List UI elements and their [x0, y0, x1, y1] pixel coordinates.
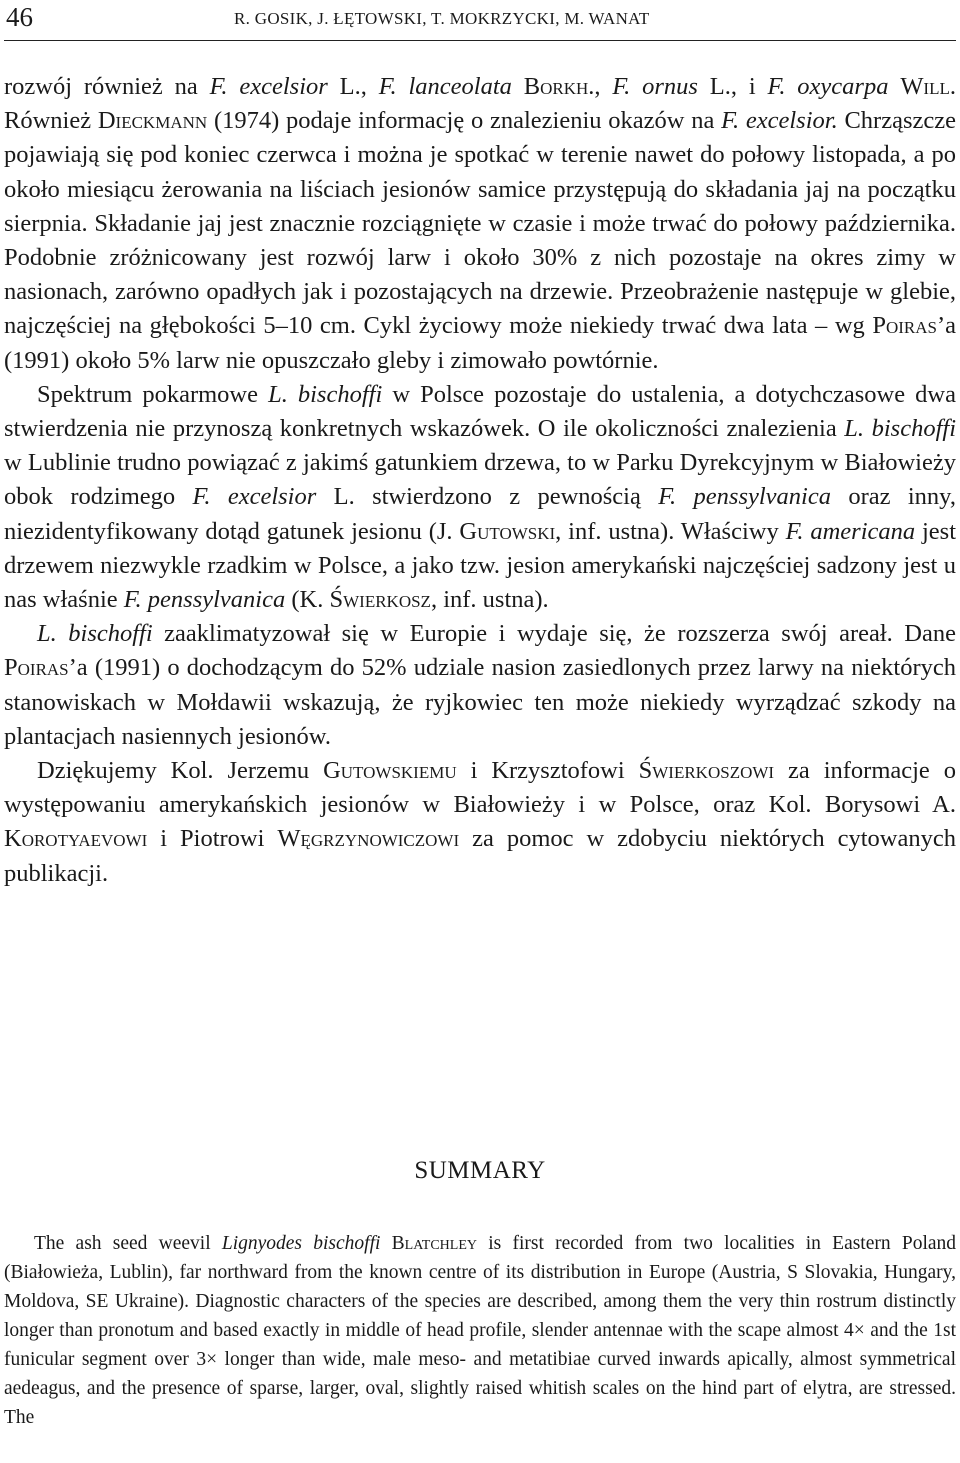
text-run: Chrząszcze pojawiają się pod koniec czerwca i można je spotkać w terenie nawet do połowy listopada, a po około miesiącu żerowania na liściach jesionów samice przystępują do składania jaj na początku sierpnia. Składanie jaj jest znacznie rozciągnięte w czasie i może trwać do połowy października. Podobnie zróżnicowany jest rozwój larw i około 30% z nich pozostaje na okres zimy w nasionach, zarówno opadłych jak i pozostających na drzewie. Przeobrażenie następuje w glebie, najczęściej na głębokości 5–10 cm. Cykl życiowy może niekiedy trwać dwa lata – wg	[4, 107, 957, 340]
text-run: jest drzewem niezwykle rzadkim w Polsce, a jako tzw. jesion amerykański najczęściej sadzony jest u nas właśnie	[4, 517, 957, 614]
text-run: (K.	[285, 586, 330, 614]
text-run: i Piotrowi	[147, 825, 278, 853]
acknowledgements	[4, 754, 956, 891]
text-run: L., i	[697, 73, 768, 100]
text-run: Dziękujemy Kol. Jerzemu	[37, 757, 324, 785]
page-number: 46	[6, 2, 33, 32]
text-run	[380, 1233, 391, 1254]
species-name: L. bischoffi	[844, 415, 957, 443]
summary-heading: SUMMARY	[414, 1157, 546, 1184]
text-run: The ash seed weevil	[34, 1233, 222, 1254]
text-run: rozwój również na	[4, 73, 210, 100]
author-name: Poiras	[872, 312, 937, 340]
species-name: F. oxycarpa	[767, 73, 889, 100]
person-name: Węgrzynowiczowi	[277, 825, 460, 853]
running-head: R. GOSIK, J. ŁĘTOWSKI, T. MOKRZYCKI, M. WANAT	[234, 9, 650, 28]
author-name: Poiras	[4, 654, 69, 682]
species-name: F. penssylvanica	[123, 586, 286, 614]
text-run: L.,	[327, 73, 379, 100]
text-run: oraz inny, niezidentyfikowany dotąd gatunek jesionu (J.	[4, 483, 956, 545]
text-run: ’a (1991) około 5% larw nie opuszczało gleby i zimowało powtórnie.	[4, 312, 956, 374]
author-name: Dieckmann	[97, 107, 208, 135]
species-name: F. excelsior	[209, 73, 328, 100]
text-run: , inf. ustna). Właściwy	[555, 517, 786, 545]
text-run: w Lublinie trudno powiązać z jakimś gatunkiem drzewa, to w Parku Dyrekcyjnym w Białowieży obok rodzimego	[4, 449, 956, 511]
person-name: Gutowskiemu	[323, 757, 457, 785]
species-name: L. bischoffi	[37, 620, 153, 648]
text-run: (1974) podaje informację o znalezieniu okazów na	[207, 107, 722, 135]
text-run: ,	[594, 73, 613, 100]
author-name: Gutowski	[459, 517, 556, 545]
text-run: i Krzysztofowi	[456, 757, 639, 785]
species-name: F. americana	[785, 517, 916, 545]
text-run	[888, 73, 900, 100]
text-run: za informacje o występowaniu amerykańskich jesionów w Białowieży i w Polsce, oraz Kol. Borysowi A.	[4, 757, 957, 819]
species-name: F. lanceolata	[378, 73, 512, 100]
paragraph-2	[4, 378, 956, 617]
text-run: w Polsce pozostaje do ustalenia, a dotychczasowe dwa stwierdzenia nie przynoszą konkretnych wskazówek. O ile okoliczności znalezienia	[4, 380, 956, 443]
page-header	[4, 0, 956, 41]
species-name: F. ornus	[612, 73, 698, 100]
species-name: Lignyodes bischoffi	[221, 1233, 381, 1254]
species-name: F. penssylvanica	[658, 483, 831, 511]
summary-paragraph	[4, 1229, 956, 1432]
person-name: Korotyaevowi	[4, 825, 148, 853]
author-name: Borkh.	[523, 73, 595, 100]
text-run: Również	[4, 107, 98, 135]
body-text	[4, 70, 956, 891]
text-run: , inf. ustna).	[430, 586, 549, 614]
paragraph-1	[4, 70, 956, 378]
text-run: ’a (1991) o dochodzącym do 52% udziale nasion zasiedlonych przez larwy na niektórych stanowiskach w Mołdawii wskazują, że ryjkowiec ten może niekiedy wyrządzać szkody na plantacjach nasiennych jesionów.	[4, 654, 956, 750]
species-name: F. excelsior.	[721, 107, 838, 135]
summary-text	[4, 1229, 956, 1432]
person-name: Świerkoszowi	[638, 757, 775, 785]
text-run: za pomoc w zdobyciu niektórych cytowanych publikacji.	[4, 825, 956, 887]
text-run	[512, 73, 524, 100]
text-run: L. stwierdzono z pewnością	[316, 483, 659, 511]
author-name: Will.	[900, 73, 956, 100]
author-name: Blatchley	[391, 1233, 477, 1254]
text-run: Spektrum pokarmowe	[37, 380, 269, 408]
paragraph-3	[4, 617, 956, 754]
text-run: zaaklimatyzował się w Europie i wydaje się, że rozszerza swój areał. Dane	[152, 620, 957, 648]
author-name: Świerkosz	[329, 586, 431, 614]
species-name: F. excelsior	[192, 483, 317, 511]
text-run: is first recorded from two localities in Eastern Poland (Białowieża, Lublin), far northward from the known centre of its distribution in Europe (Austria, S Slovakia, Hungary, Moldova, SE Ukraine). Diagnostic characters of the species are described, among them the very thin rostrum distinctly longer than pronotum and based exactly in middle of head profile, slender antennae with the scape almost 4× and the 1st funicular segment over 3× longer than wide, male meso- and metatibiae curved inwards apically, almost symmetrical aedeagus, and the presence of sparse, larger, oval, slightly raised whitish scales on the hind part of elytra, are stressed. The	[4, 1233, 957, 1428]
species-name: L. bischoffi	[268, 380, 383, 408]
